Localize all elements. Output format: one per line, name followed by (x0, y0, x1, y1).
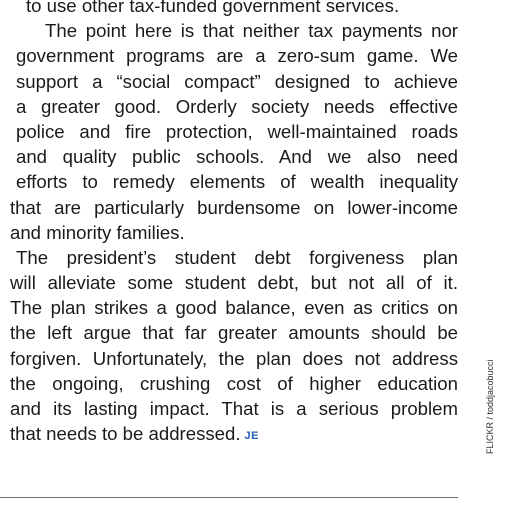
bottom-divider (0, 497, 458, 498)
text-line-final (10, 421, 458, 446)
text-line: a greater good. Orderly society needs effective (16, 95, 458, 117)
text-line: and minority families. (10, 221, 185, 243)
text-line: The president’s student debt forgiveness plan (16, 246, 458, 268)
author-signature: JE (244, 430, 259, 443)
paragraph (10, 18, 458, 245)
text-line: and quality public schools. And we also need (16, 146, 458, 168)
text-line: and its lasting impact. That is a serious problem (10, 398, 458, 419)
text-line: efforts to remedy elements of wealth inequality (16, 171, 458, 193)
text-line-content: that needs to be addressed. (10, 423, 241, 445)
text-line: the ongoing, crushing cost of higher education (10, 372, 458, 394)
text-line: support a “social compact” designed to achieve (16, 70, 458, 92)
article-body (10, 0, 458, 446)
text-line: government programs are a zero-sum game. We (16, 45, 458, 67)
text-line: forgiven. Unfortunately, the plan does not address (10, 347, 458, 369)
paragraph (10, 245, 458, 447)
text-line: The plan strikes a good balance, even as critics on (10, 297, 458, 319)
photo-credit-text: FLICKR / toddjacobucci (485, 359, 495, 454)
text-line: will alleviate some student debt, but not all of it. (10, 272, 458, 294)
text-line: to use other tax-funded government services. (26, 0, 400, 16)
text-line: that are particularly burdensome on lower-income (10, 196, 458, 218)
text-line: police and fire protection, well-maintained roads (16, 120, 458, 142)
text-line: the left argue that far greater amounts should be (10, 322, 458, 344)
paragraph (10, 0, 458, 18)
photo-credit (485, 354, 495, 454)
text-line: The point here is that neither tax payments nor (45, 20, 458, 42)
